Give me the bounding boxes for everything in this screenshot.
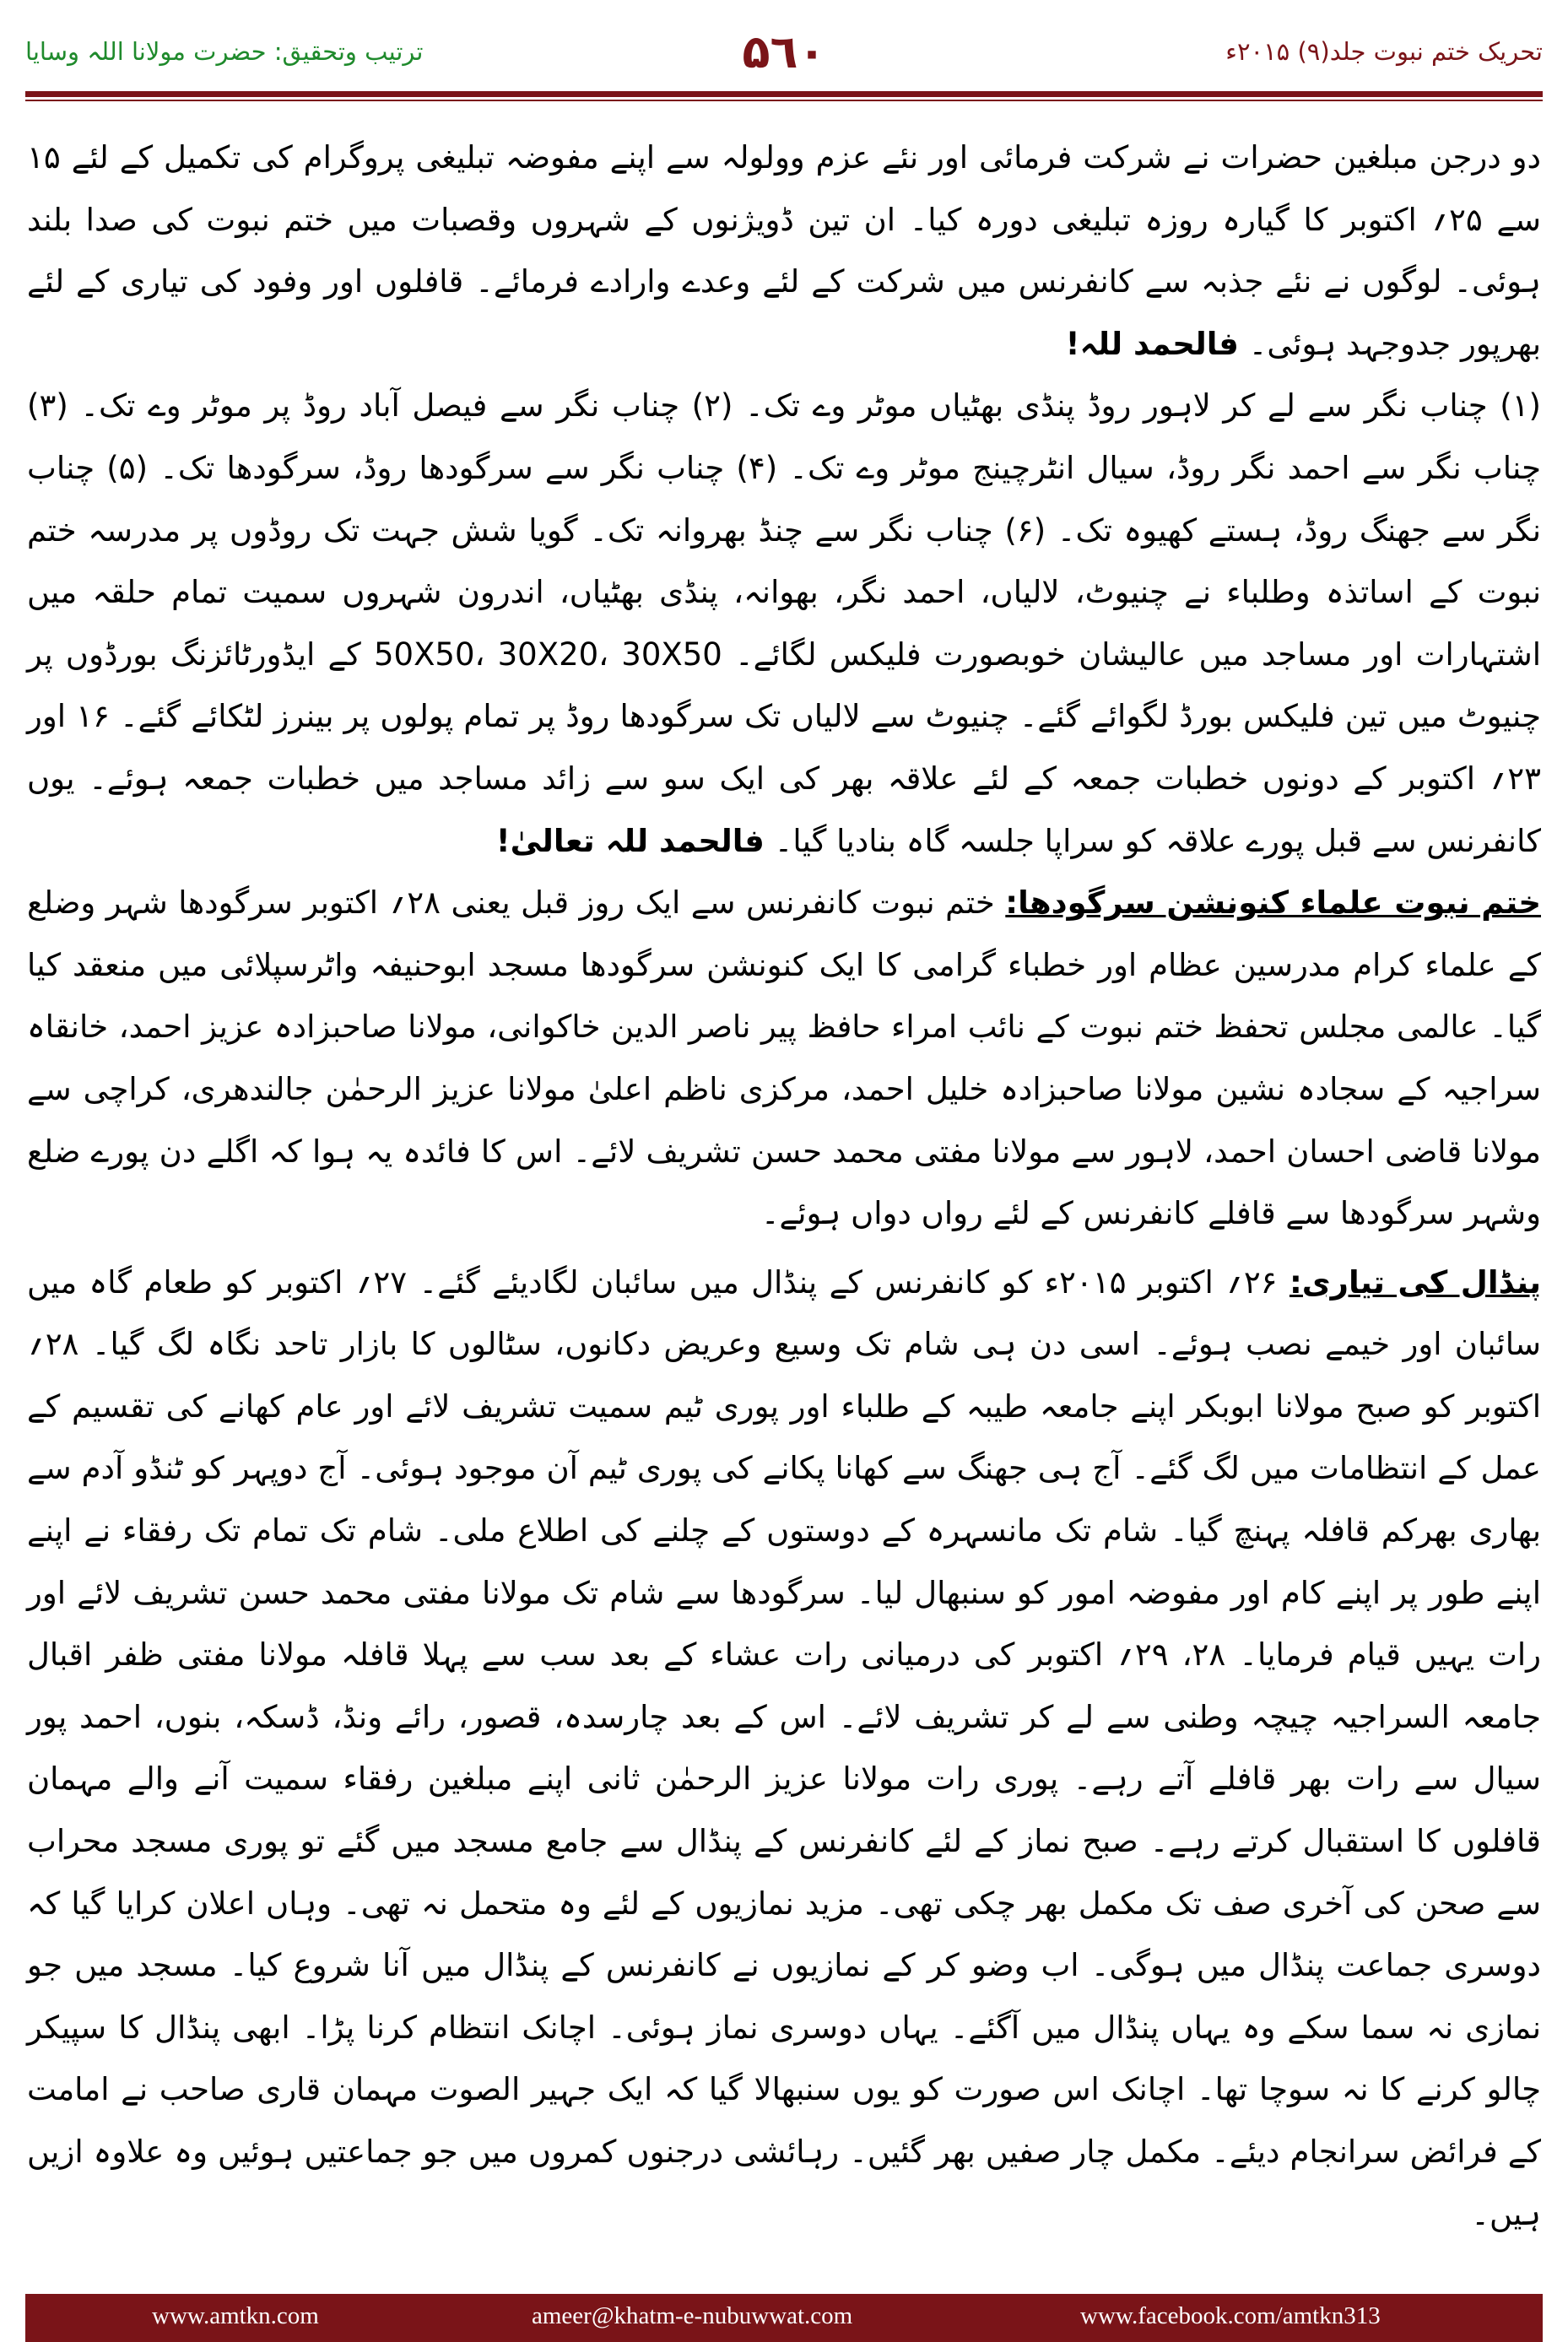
paragraph-3	[27, 872, 1541, 1245]
page-footer	[25, 2294, 1543, 2342]
footer-website-link[interactable]: www.amtkn.com	[152, 2302, 319, 2329]
header-rule-thin	[25, 100, 1543, 101]
paragraph-2-text: (۱) چناب نگر سے لے کر لاہور روڈ پنڈی بھٹیاں موٹر وے تک۔ (۲) چناب نگر سے فیصل آباد روڈ پر موٹر وے تک۔ (۳) چناب نگر سے احمد نگر روڈ، سیال انٹرچینج موٹر وے تک۔ (۴) چناب نگر سے سرگودھا روڈ، سرگودھا تک۔ (۵) چناب نگر سے جھنگ روڈ، ہستے کھیوہ تک۔ (۶) چناب نگر سے چنڈ بھروانہ تک۔ گویا شش جہت تک روڈوں پر مدرسہ ختم نبوت کے اساتذہ وطلباء نے چنیوٹ، لالیاں، احمد نگر، بھوانہ، پنڈی بھٹیاں، اندرون شہروں سمیت تمام حلقہ میں اشتہارات اور مساجد میں عالیشان خوبصورت فلیکس لگائے۔ 50X50، 30X20، 30X50 کے ایڈورٹائزنگ بورڈوں پر چنیوٹ میں تین فلیکس بورڈ لگوائے گئے۔ چنیوٹ سے لالیاں تک سرگودھا روڈ پر تمام پولوں پر بینرز لٹکائے گئے۔ ۱۶ اور ۲۳؍ اکتوبر کے دونوں خطبات جمعہ کے لئے علاقہ بھر کی ایک سو سے زائد مساجد میں خطبات جمعہ ہوئے۔ یوں کانفرنس سے قبل پورے علاقہ کو سراپا جلسہ گاہ بنادیا گیا۔	[27, 387, 1542, 859]
paragraph-3-text: ختم نبوت کانفرنس سے ایک روز قبل یعنی ۲۸؍ اکتوبر سرگودھا شہر وضلع کے علماء کرام مدرسین عظام اور خطباء گرامی کا ایک کنونشن سرگودھا مسجد ابوحنیفہ واٹرسپلائی میں منعقد کیا گیا۔ عالمی مجلس تحفظ ختم نبوت کے نائب امراء حافظ پیر ناصر الدین خاکوانی، مولانا صاحبزادہ عزیز احمد، خانقاہ سراجیہ کے سجادہ نشین مولانا صاحبزادہ خلیل احمد، مرکزی ناظم اعلیٰ مولانا عزیز الرحمٰن جالندھری، کراچی سے مولانا قاضی احسان احمد، لاہور سے مولانا مفتی محمد حسن تشریف لائے۔ اس کا فائدہ یہ ہوا کہ اگلے دن پورے ضلع وشہر سرگودھا سے قافلے کانفرنس کے لئے رواں دواں ہوئے۔	[27, 884, 1541, 1232]
paragraph-1-end: فالحمد للہ!	[1065, 325, 1239, 362]
header-book-title: تحریک ختم نبوت جلد(۹) ۲۰۱۵ء	[1225, 37, 1543, 66]
footer-facebook-link[interactable]: www.facebook.com/amtkn313	[1080, 2302, 1381, 2329]
paragraph-4-text: ۲۶؍ اکتوبر ۲۰۱۵ء کو کانفرنس کے پنڈال میں سائبان لگادیئے گئے۔ ۲۷؍ اکتوبر کو طعام گاہ میں سائبان اور خیمے نصب ہوئے۔ اسی دن ہی شام تک وسیع وعریض دکانوں، سٹالوں کا بازار تاحد نگاہ لگ گیا۔ ۲۸؍ اکتوبر کو صبح مولانا ابوبکر اپنے جامعہ طیبہ کے طلباء اور پوری ٹیم سمیت تشریف لائے اور عام کھانے کی تقسیم کے عمل کے انتظامات میں لگ گئے۔ آج ہی جھنگ سے کھانا پکانے کی پوری ٹیم آن موجود ہوئی۔ آج دوپہر کو ٹنڈو آدم سے بھاری بھرکم قافلہ پہنچ گیا۔ شام تک مانسہرہ کے دوستوں کے چلنے کی اطلاع ملی۔ شام تک تمام تک رفقاء نے اپنے اپنے طور پر اپنے کام اور مفوضہ امور کو سنبھال لیا۔ سرگودھا سے شام تک مولانا مفتی محمد حسن تشریف لائے اور رات یہیں قیام فرمایا۔ ۲۸، ۲۹؍ اکتوبر کی درمیانی رات عشاء کے بعد سب سے پہلا قافلہ مولانا مفتی ظفر اقبال جامعہ السراجیہ چیچہ وطنی سے لے کر تشریف لائے۔ اس کے بعد چارسدہ، قصور، رائے ونڈ، ڈسکہ، بنوں، احمد پور سیال سے رات بھر قافلے آتے رہے۔ پوری رات مولانا عزیز الرحمٰن ثانی اپنے مبلغین رفقاء سمیت آنے والے مہمان قافلوں کا استقبال کرتے رہے۔ صبح نماز کے لئے کانفرنس کے پنڈال سے جامع مسجد میں گئے تو پوری مسجد محراب سے صحن کی آخری صف تک مکمل بھر چکی تھی۔ مزید نمازیوں کے لئے وہ متحمل نہ تھی۔ وہاں اعلان کرایا گیا کہ دوسری جماعت پنڈال میں ہوگی۔ اب وضو کر کے نمازیوں نے کانفرنس کے پنڈال میں آنا شروع کیا۔ مسجد میں جو نمازی نہ سما سکے وہ یہاں پنڈال میں آگئے۔ یہاں دوسری نماز ہوئی۔ اچانک انتظام کرنا پڑا۔ ابھی پنڈال کا سپیکر چالو کرنے کا نہ سوچا تھا۔ اچانک اس صورت کو یوں سنبھالا گیا کہ ایک جہیر الصوت مہمان قاری صاحب نے امامت کے فرائض سرانجام دیئے۔ مکمل چار صفیں بھر گئیں۔ رہائشی درجنوں کمروں میں جو جماعتیں ہوئیں وہ علاوہ ازیں ہیں۔	[27, 1263, 1542, 2232]
page-number: ۵٦۰	[742, 25, 826, 78]
page-header	[25, 25, 1543, 76]
paragraph-4	[27, 1252, 1541, 2246]
header-compiler-credit: ترتیب وتحقیق: حضرت مولانا اللہ وسایا	[25, 37, 424, 66]
section-heading-convention: ختم نبوت علماء کنونشن سرگودھا:	[1005, 884, 1541, 922]
paragraph-2	[27, 375, 1541, 872]
section-heading-pandal: پنڈال کی تیاری:	[1289, 1263, 1541, 1301]
header-rule	[25, 91, 1543, 97]
paragraph-1	[27, 127, 1541, 375]
paragraph-1-text: دو درجن مبلغین حضرات نے شرکت فرمائی اور نئے عزم وولولہ سے اپنے مفوضہ تبلیغی پروگرام کی تکمیل کے لئے ۱۵ سے ۲۵؍ اکتوبر کا گیارہ روزہ تبلیغی دورہ کیا۔ ان تین ڈویژنوں کے شہروں وقصبات میں ختم نبوت کی صدا بلند ہوئی۔ لوگوں نے نئے جذبہ سے کانفرنس میں شرکت کے لئے وعدے وارادے فرمائے۔ قافلوں اور وفود کی تیاری کے لئے بھرپور جدوجہد ہوئی۔	[27, 139, 1541, 362]
paragraph-2-end: فالحمد للہ تعالیٰ!	[495, 822, 765, 859]
article-body	[27, 127, 1541, 2237]
footer-email-link[interactable]: ameer@khatm-e-nubuwwat.com	[532, 2302, 853, 2329]
